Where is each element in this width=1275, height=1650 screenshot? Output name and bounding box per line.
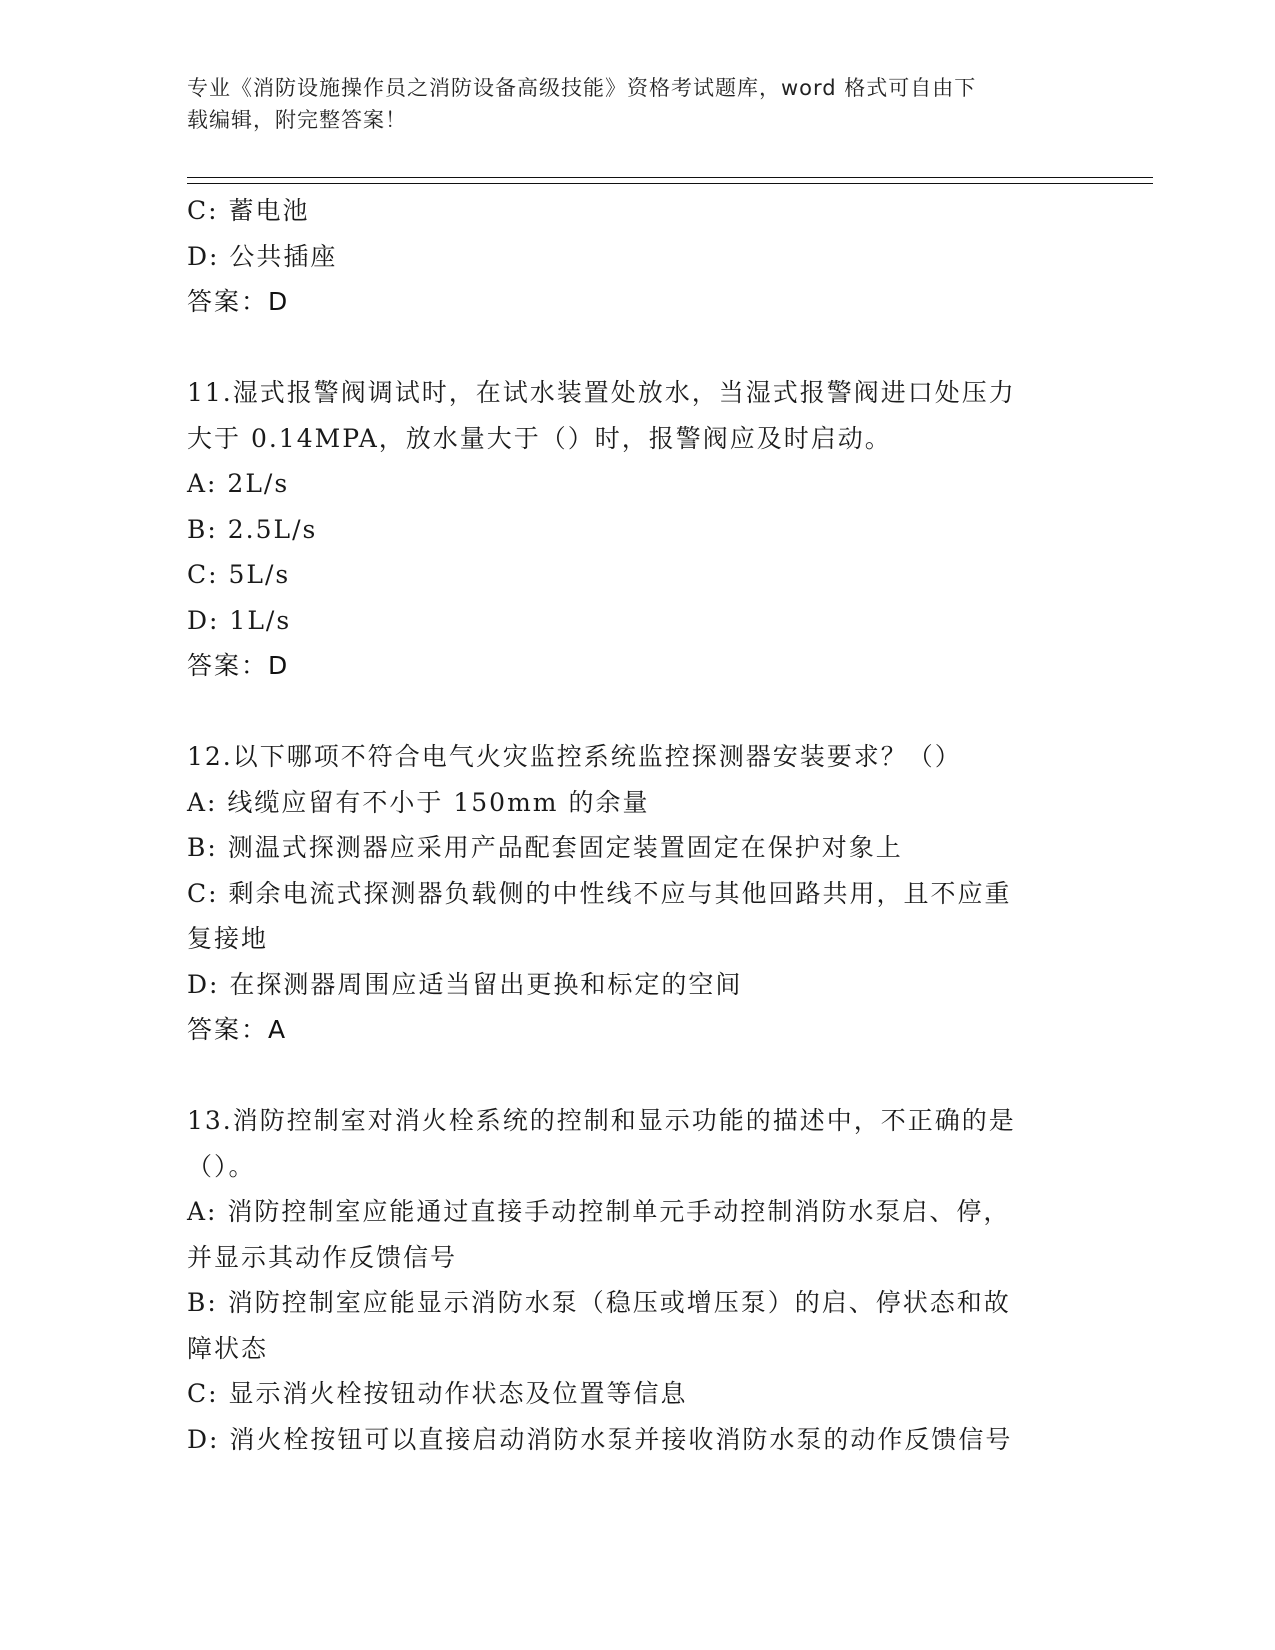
spacer [187,689,1087,735]
question-stem: 11.湿式报警阀调试时，在试水装置处放水，当湿式报警阀进口处压力 [187,378,1016,407]
option-c-cont: 复接地 [187,924,269,953]
question-stem-cont: （）。 [187,1151,256,1181]
spacer [187,1053,1087,1099]
answer: 答案：D [187,651,290,680]
header-divider [187,177,1153,184]
header-line-2: 载编辑，附完整答案！ [187,108,407,132]
option-b: B: 消防控制室应能显示消防水泵（稳压或增压泵）的启、停状态和故 [187,1288,1011,1317]
option-a-cont: 并显示其动作反馈信号 [187,1242,458,1272]
option-d: D: 消火栓按钮可以直接启动消防水泵并接收消防水泵的动作反馈信号 [187,1424,1013,1454]
option-d: D: 1L/s [187,605,292,635]
option-c: C: 显示消火栓按钮动作状态及位置等信息 [187,1379,688,1408]
spacer [187,325,1087,371]
option-c: C: 剩余电流式探测器负载侧的中性线不应与其他回路共用，且不应重 [187,878,1012,908]
option-d: D: 在探测器周围应适当留出更换和标定的空间 [187,969,743,999]
question-stem: 12.以下哪项不符合电气火灾监控系统监控探测器安装要求？（） [187,742,962,771]
question-stem-cont: 大于 0.14MPA，放水量大于（）时，报警阀应及时启动。 [187,423,892,453]
question-11 [187,370,1087,689]
option-a: A: 消防控制室应能通过直接手动控制单元手动控制消防水泵启、停， [187,1197,1011,1226]
option-b: B: 测温式探测器应采用产品配套固定装置固定在保护对象上 [187,833,903,862]
option-c: C: 蓄电池 [187,196,310,225]
question-10-tail [187,188,1087,325]
question-13 [187,1098,1087,1462]
header-line-1: 专业《消防设施操作员之消防设备高级技能》资格考试题库，word 格式可自由下 [187,76,977,100]
question-stem: 13.消防控制室对消火栓系统的控制和显示功能的描述中，不正确的是 [187,1106,1016,1135]
answer: 答案：A [187,1015,288,1044]
answer: 答案：D [187,287,290,316]
option-c: C: 5L/s [187,560,291,589]
option-b: B: 2.5L/s [187,514,318,544]
option-a: A: 2L/s [187,469,290,498]
option-a: A: 线缆应留有不小于 150mm 的余量 [187,787,650,817]
question-12 [187,734,1087,1053]
page-header [187,72,1067,136]
option-b-cont: 障状态 [187,1333,269,1363]
question-content [187,188,1087,1462]
option-d: D: 公共插座 [187,241,338,271]
